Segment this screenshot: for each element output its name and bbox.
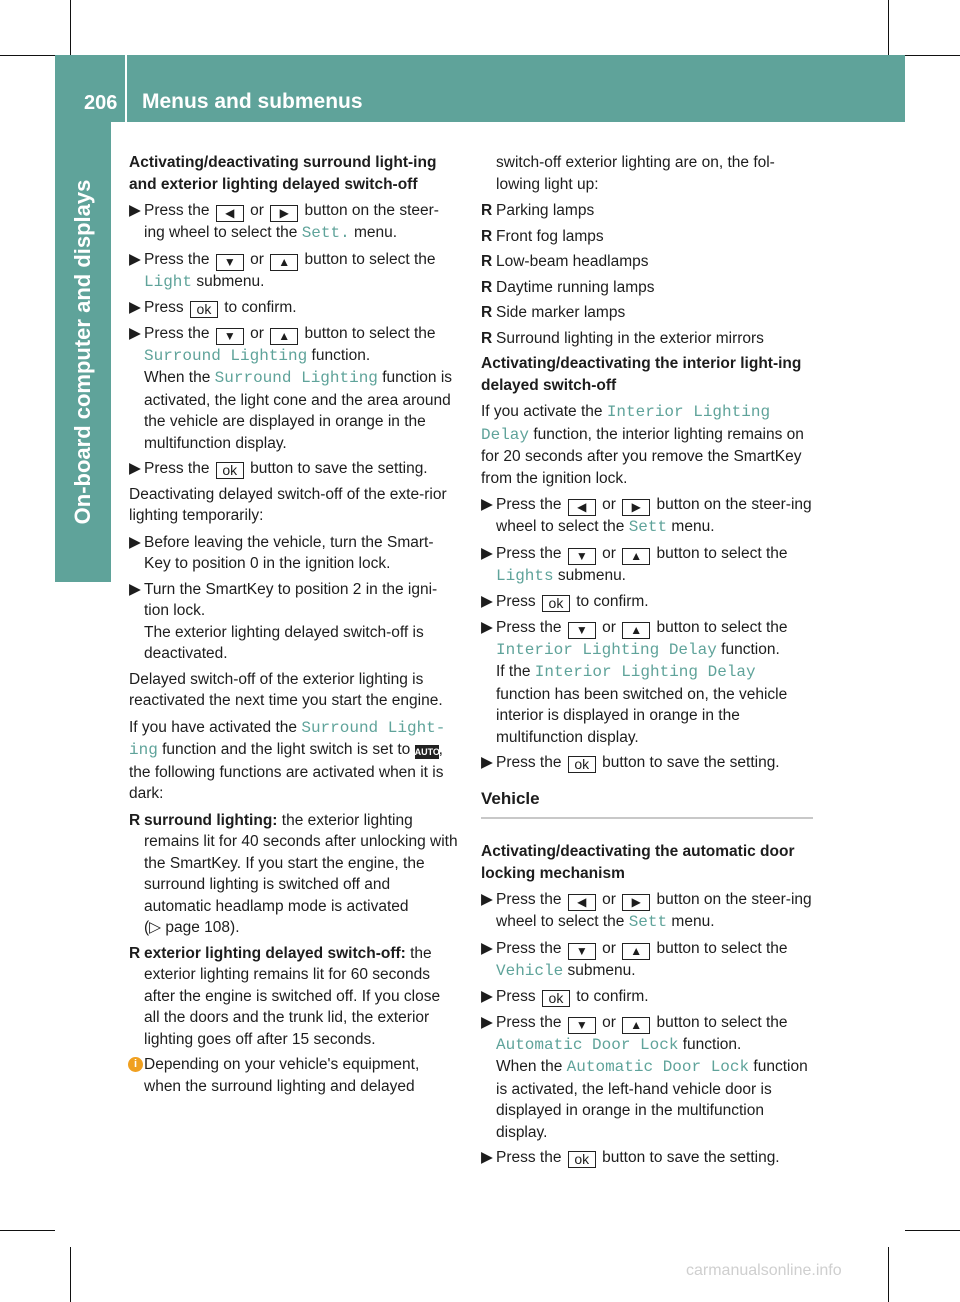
step: ▶ Press the ▼ or ▲ button to select the Interior Lighting Delay function. If the Interior Lighting Delay function has been switched on, the vehicle interior is displayed in orange in the multifunction display. — [481, 618, 788, 746]
page-number: 206 — [84, 92, 118, 114]
ok-key-icon: ok — [568, 1151, 596, 1168]
arrow-icon: ▶ — [481, 544, 493, 562]
ok-key-icon: ok — [568, 756, 596, 773]
arrow-icon: ▶ — [129, 580, 141, 598]
heading-door-locking: Activating/deactivating the automatic door locking mechanism — [481, 843, 795, 882]
bullet-icon: R — [481, 202, 493, 219]
paragraph: If you activate the Interior Lighting Delay function, the interior lighting remains on for 20 seconds after you remove the SmartKey from the ignition lock. — [481, 403, 804, 487]
lamp-item: R Daytime running lamps — [481, 277, 813, 299]
step: ▶ Press the ▼ or ▲ button to select the Lights submenu. — [481, 544, 788, 585]
left-key-icon: ◀ — [216, 205, 244, 222]
right-key-icon: ▶ — [622, 499, 650, 516]
step: ▶ Press the ◀ or ▶ button on the steer-ing wheel to select the Sett. menu. — [129, 202, 439, 242]
arrow-icon: ▶ — [481, 939, 493, 957]
ok-key-icon: ok — [216, 462, 244, 479]
lamp-item: R Side marker lamps — [481, 302, 813, 324]
step: ▶ Press the ◀ or ▶ button on the steer-ing wheel to select the Sett menu. — [481, 891, 812, 931]
step: ▶ Press the ▼ or ▲ button to select the Automatic Door Lock function. When the Automatic Door Lock function is activated, the left-hand vehicle door is displayed in orange in the multifunction display. — [481, 1013, 808, 1141]
arrow-icon: ▶ — [481, 496, 493, 513]
down-key-icon: ▼ — [216, 328, 244, 345]
function-name: Automatic Door Lock — [496, 1035, 679, 1054]
up-key-icon: ▲ — [622, 943, 650, 960]
bullet-item: R exterior lighting delayed switch-off: the exterior lighting remains lit for 60 seconds after the engine is switched off. If you close all the doors and the trunk lid, the exterior lighting goes off after 15 seconds. — [129, 944, 441, 1048]
side-tab-label: On-board computer and displays — [70, 179, 95, 525]
step: ▶ Press the ok button to save the setting. — [129, 460, 428, 478]
bullet-icon: R — [481, 329, 493, 347]
step: ▶ Press ok to confirm. — [481, 988, 649, 1006]
crop-mark — [905, 1230, 960, 1231]
auto-headlamp-icon: AUTO — [414, 747, 440, 757]
bullet-icon: R — [481, 253, 493, 270]
right-key-icon: ▶ — [622, 894, 650, 911]
arrow-icon: ▶ — [481, 891, 493, 908]
arrow-icon: ▶ — [481, 754, 493, 771]
step: ▶ Press ok to confirm. — [129, 299, 297, 317]
down-key-icon: ▼ — [568, 548, 596, 565]
crop-mark — [905, 55, 960, 56]
arrow-icon: ▶ — [481, 593, 493, 610]
step: ▶ Turn the SmartKey to position 2 in the igni-tion lock. The exterior lighting delayed switch-off is deactivated. — [129, 580, 438, 662]
up-key-icon: ▲ — [622, 1017, 650, 1034]
left-key-icon: ◀ — [568, 499, 596, 516]
menu-name: Sett — [628, 518, 668, 536]
function-name: Surround Lighting — [144, 346, 308, 365]
step: ▶ Press the ok button to save the setting. — [481, 754, 780, 772]
step: ▶ Press the ▼ or ▲ button to select the Surround Lighting function. When the Surround Lighting function is activated, the light cone and the area around the vehicle are displayed in orange in the multifunction display. — [129, 324, 453, 452]
ok-key-icon: ok — [542, 990, 570, 1007]
function-name: Surround Lighting — [214, 369, 378, 387]
left-column — [129, 152, 459, 1101]
up-key-icon: ▲ — [270, 254, 298, 271]
step: ▶ Press the ▼ or ▲ button to select the Light submenu. — [129, 250, 436, 291]
arrow-icon: ▶ — [481, 618, 493, 636]
down-key-icon: ▼ — [568, 943, 596, 960]
bullet-icon: R — [129, 811, 141, 829]
crop-mark — [888, 0, 889, 55]
heading-interior-lighting: Activating/deactivating the interior light-ing delayed switch-off — [481, 355, 802, 394]
continued-text: switch-off exterior lighting are on, the fol-lowing light up: — [496, 154, 775, 193]
arrow-icon: ▶ — [129, 460, 141, 477]
left-key-icon: ◀ — [568, 894, 596, 911]
lamp-item: R Surround lighting in the exterior mirrors — [481, 328, 813, 350]
down-key-icon: ▼ — [568, 1017, 596, 1034]
crop-mark — [70, 1247, 71, 1302]
arrow-icon: ▶ — [129, 299, 141, 316]
menu-name: Sett — [628, 913, 668, 931]
section-title: Menus and submenus — [142, 90, 363, 113]
arrow-icon: ▶ — [481, 1013, 493, 1031]
watermark: carmanualsonline.info — [686, 1262, 842, 1279]
crop-mark — [888, 1247, 889, 1302]
menu-name: Sett. — [301, 224, 350, 242]
arrow-icon: ▶ — [129, 324, 141, 342]
bullet-icon: R — [481, 304, 493, 321]
submenu-name: Vehicle — [496, 961, 564, 980]
heading-surround-lighting: Activating/deactivating surround light-ing and exterior lighting delayed switch-off — [129, 154, 437, 193]
paragraph: If you have activated the Surround Light-ing function and the light switch is set to AUTO, the following functions are activated when it is dark: — [129, 718, 446, 802]
header-separator — [125, 55, 127, 122]
crop-mark — [0, 55, 55, 56]
function-name: Surround Light-ing — [129, 718, 446, 759]
arrow-icon: ▶ — [481, 988, 493, 1005]
down-key-icon: ▼ — [568, 622, 596, 639]
function-name: Automatic Door Lock — [566, 1058, 750, 1076]
crop-mark — [70, 0, 71, 55]
subsection-title-vehicle: Vehicle — [481, 788, 540, 808]
info-icon: i — [128, 1057, 143, 1072]
submenu-name: Light — [144, 272, 193, 291]
arrow-icon: ▶ — [129, 202, 141, 219]
info-note: i Depending on your vehicle's equipment, when the surround lighting and delayed — [129, 1054, 459, 1097]
paragraph: Deactivating delayed switch-off of the exte-rior lighting temporarily: — [129, 485, 447, 524]
lamp-item: R Parking lamps — [481, 200, 813, 222]
right-column — [481, 152, 813, 1173]
function-name: Interior Lighting Delay — [481, 403, 771, 444]
divider — [481, 817, 813, 819]
submenu-name: Lights — [496, 566, 554, 585]
ok-key-icon: ok — [190, 301, 218, 318]
up-key-icon: ▲ — [622, 548, 650, 565]
arrow-icon: ▶ — [129, 533, 141, 551]
bullet-icon: R — [481, 227, 493, 245]
step: ▶ Press the ok button to save the setting. — [481, 1149, 780, 1167]
step: ▶ Press ok to confirm. — [481, 593, 649, 611]
paragraph: Delayed switch-off of the exterior lighting is reactivated the next time you start the engine. — [129, 670, 443, 709]
up-key-icon: ▲ — [270, 328, 298, 345]
bullet-icon: R — [481, 278, 493, 296]
function-name: Interior Lighting Delay — [496, 640, 717, 659]
function-name: Interior Lighting Delay — [534, 663, 756, 681]
arrow-icon: ▶ — [481, 1149, 493, 1166]
step: ▶ Press the ▼ or ▲ button to select the Vehicle submenu. — [481, 939, 788, 980]
step: ▶ Press the ◀ or ▶ button on the steer-ing wheel to select the Sett menu. — [481, 496, 812, 536]
bullet-icon: R — [129, 944, 141, 962]
lamp-item: R Front fog lamps — [481, 226, 813, 248]
ok-key-icon: ok — [542, 595, 570, 612]
lamp-item: R Low-beam headlamps — [481, 251, 813, 273]
bullet-item: R surround lighting: the exterior lighting remains lit for 40 seconds after unlocking with the SmartKey. If you start the engine, the surround lighting is switched off and automatic headlamp mode is activated (▷ page 108). — [129, 811, 458, 936]
crop-mark — [0, 1230, 55, 1231]
right-key-icon: ▶ — [270, 205, 298, 222]
down-key-icon: ▼ — [216, 254, 244, 271]
arrow-icon: ▶ — [129, 250, 141, 268]
step: ▶ Before leaving the vehicle, turn the Smart-Key to position 0 in the ignition lock. — [129, 533, 434, 572]
up-key-icon: ▲ — [622, 622, 650, 639]
